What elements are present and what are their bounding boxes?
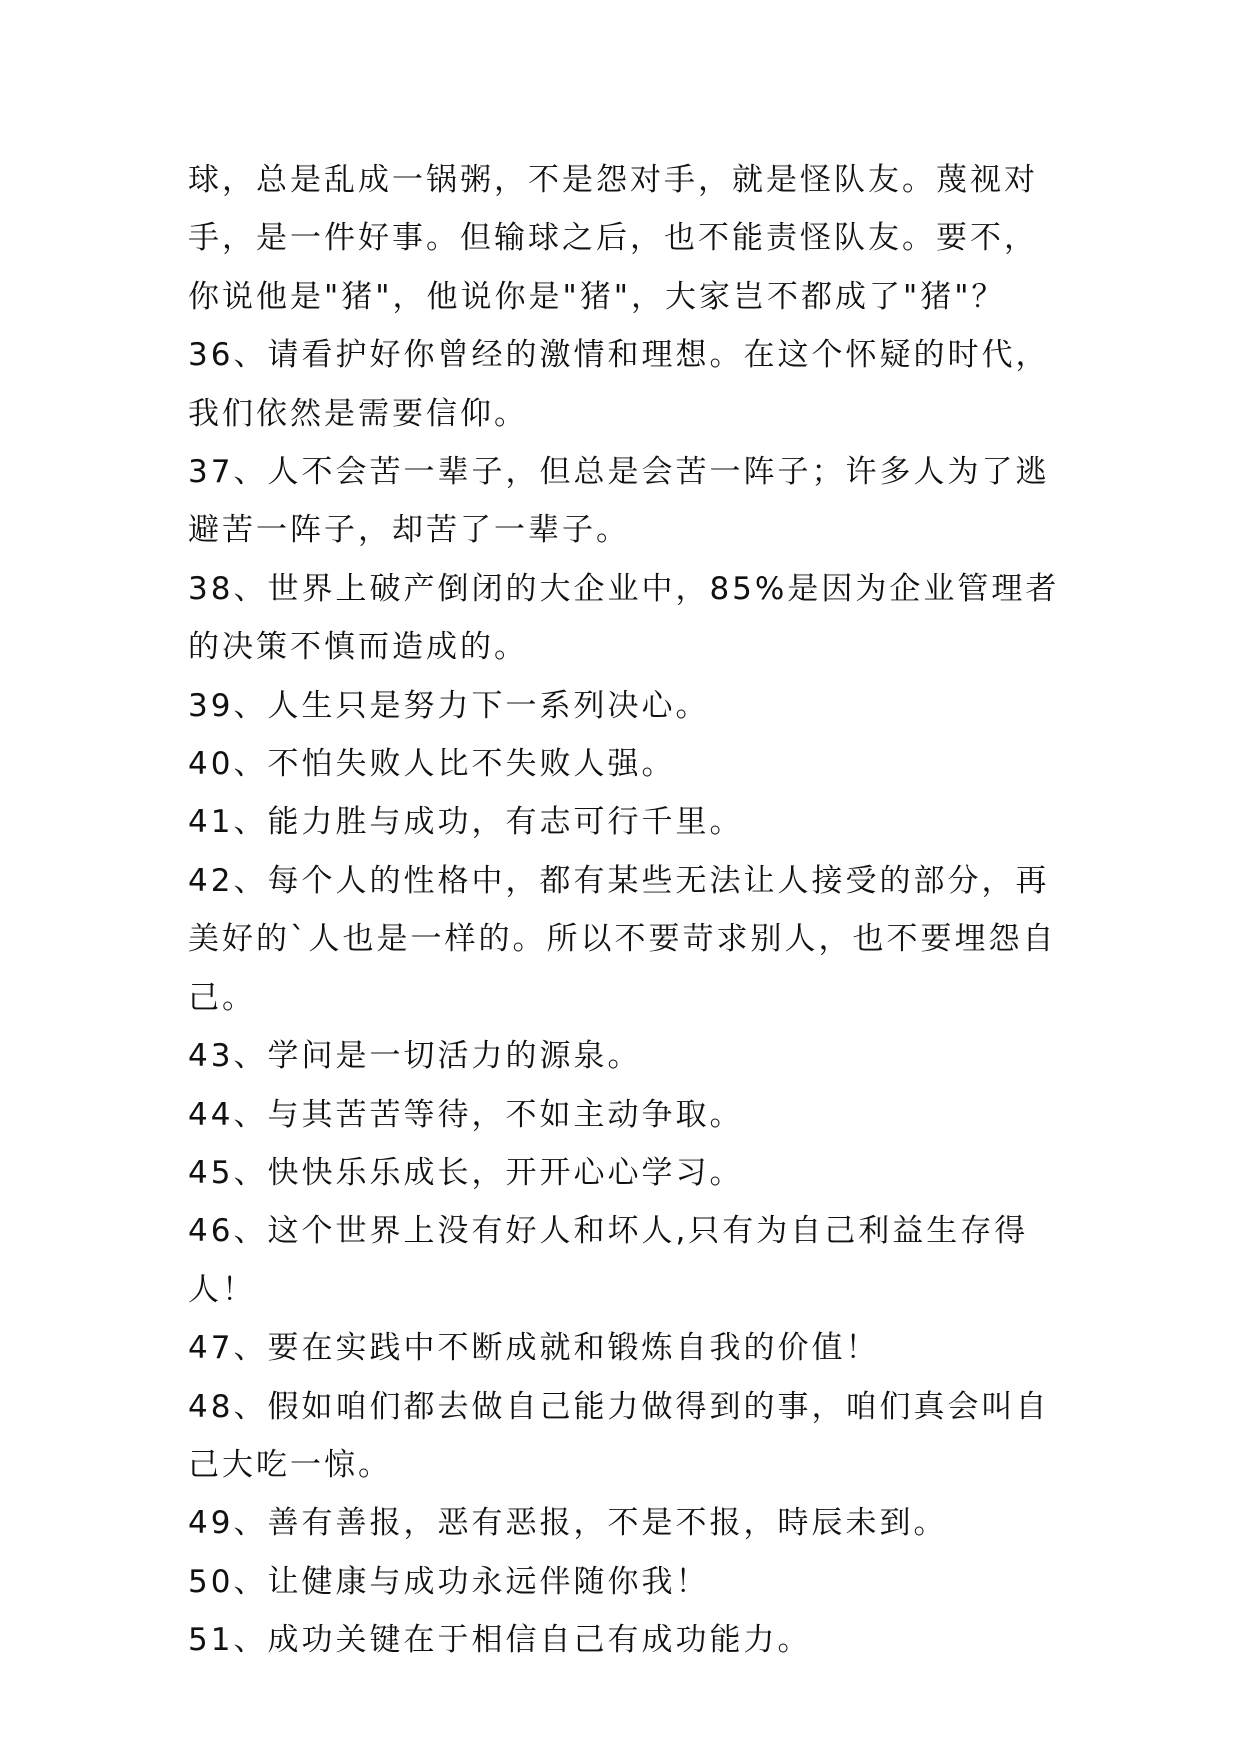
quote-36: 36、请看护好你曾经的激情和理想。在这个怀疑的时代，我们依然是需要信仰。: [188, 337, 1050, 432]
quote-47: 47、要在实践中不断成就和锻炼自我的价值！: [188, 1330, 880, 1367]
document-page: [188, 151, 1068, 1670]
quote-51: 51、成功关键在于相信自己有成功能力。: [188, 1622, 812, 1659]
quote-48: 48、假如咱们都去做自己能力做得到的事，咱们真会叫自己大吃一惊。: [188, 1388, 1050, 1483]
quote-41: 41、能力胜与成功，有志可行千里。: [188, 804, 744, 841]
quote-44: 44、与其苦苦等待，不如主动争取。: [188, 1096, 744, 1133]
quote-50: 50、让健康与成功永远伴随你我！: [188, 1563, 710, 1600]
quote-40: 40、不怕失败人比不失败人强。: [188, 746, 676, 783]
quote-37: 37、人不会苦一辈子，但总是会苦一阵子；许多人为了逃避苦一阵子，却苦了一辈子。: [188, 454, 1050, 549]
paragraph-continuation: 球，总是乱成一锅粥，不是怨对手，就是怪队友。蔑视对手，是一件好事。但输球之后，也不能责怪队友。要不，你说他是"猪"，他说你是"猪"，大家岂不都成了"猪"？: [188, 162, 1038, 315]
quote-39: 39、人生只是努力下一系列决心。: [188, 687, 710, 724]
quote-46: 46、这个世界上没有好人和坏人,只有为自己利益生存得人！: [188, 1213, 1029, 1308]
quote-43: 43、学问是一切活力的源泉。: [188, 1038, 642, 1075]
quote-38: 38、世界上破产倒闭的大企业中，85%是因为企业管理者的决策不慎而造成的。: [188, 570, 1060, 666]
quote-45: 45、快快乐乐成长，开开心心学习。: [188, 1154, 744, 1191]
quote-49: 49、善有善报，恶有恶报，不是不报，時辰未到。: [188, 1505, 948, 1542]
quote-42: 42、每个人的性格中，都有某些无法让人接受的部分，再美好的`人也是一样的。所以不要苛求别人，也不要埋怨自己。: [188, 862, 1057, 1016]
